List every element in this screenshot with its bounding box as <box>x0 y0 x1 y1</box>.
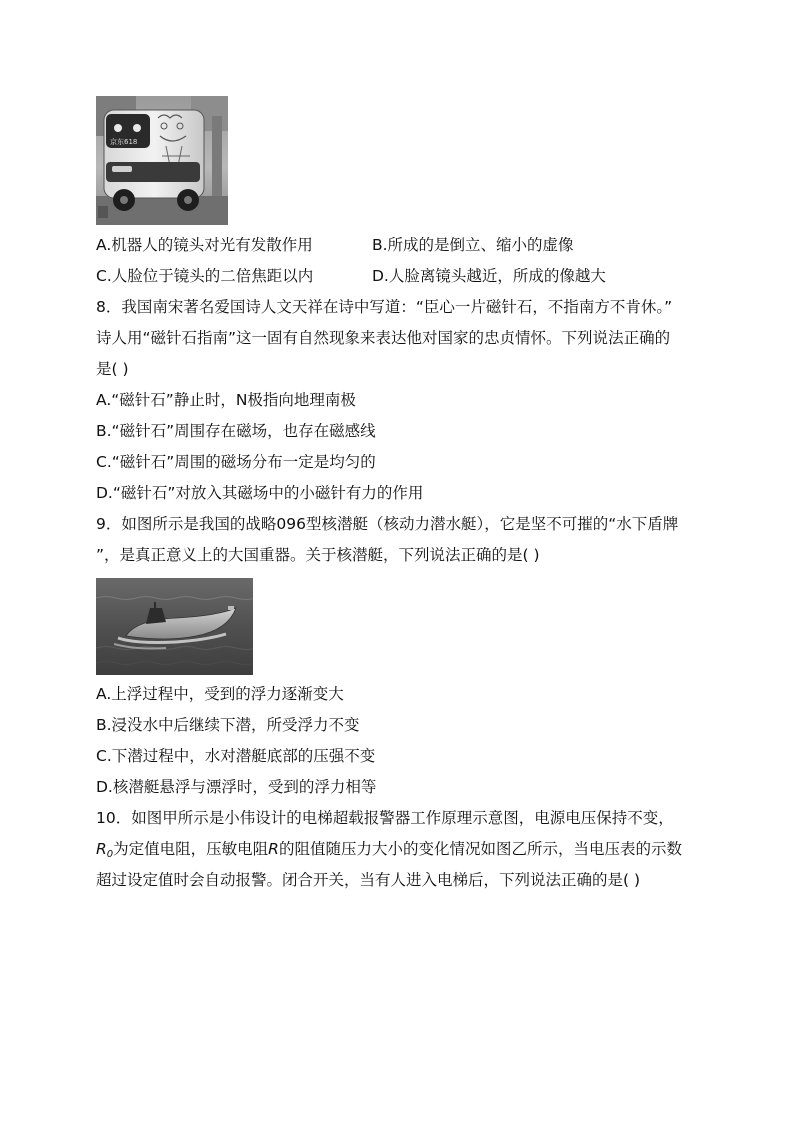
q10-r0-symbol: R <box>96 840 107 858</box>
submarine-illustration <box>96 578 253 675</box>
q10-stem-line-3: 超过设定值时会自动报警。闭合开关，当有人进入电梯后，下列说法正确的是( ) <box>96 871 641 889</box>
q8-option-c: C.“磁针石”周围的磁场分布一定是均匀的 <box>96 453 376 471</box>
q8-stem-line-3: 是( ) <box>96 360 129 378</box>
q9-option-d: D.核潜艇悬浮与漂浮时，受到的浮力相等 <box>96 778 377 796</box>
q8-option-d: D.“磁针石”对放入其磁场中的小磁针有力的作用 <box>96 484 424 502</box>
delivery-robot-illustration <box>96 96 228 225</box>
q9-option-c: C.下潜过程中，水对潜艇底部的压强不变 <box>96 747 376 765</box>
q10-r-symbol: R <box>268 840 279 858</box>
robot-label: 京东618 <box>110 138 138 146</box>
q8-option-b: B.“磁针石”周围存在磁场，也存在磁感线 <box>96 422 376 440</box>
q8-option-a: A.“磁针石”静止时，N极指向地理南极 <box>96 391 356 409</box>
q7-option-a: A.机器人的镜头对光有发散作用 <box>96 236 313 254</box>
q7-option-c: C.人脸位于镜头的二倍焦距以内 <box>96 267 314 285</box>
q7-option-d: D.人脸离镜头越近，所成的像越大 <box>372 267 606 285</box>
q9-stem-line-2: ”，是真正意义上的大国重器。关于核潜艇，下列说法正确的是( ) <box>96 546 540 564</box>
submarine-image <box>96 578 253 675</box>
q10-stem-line-1: 10．如图甲所示是小伟设计的电梯超载报警器工作原理示意图，电源电压保持不变， <box>96 809 674 827</box>
q8-stem-line-1: 8．我国南宋著名爱国诗人文天祥在诗中写道：“臣心一片磁针石，不指南方不肯休。” <box>96 298 673 316</box>
q10-stem-line-2 <box>96 839 682 865</box>
q7-option-b: B.所成的是倒立、缩小的虚像 <box>372 236 574 254</box>
q9-option-b: B.浸没水中后继续下潜，所受浮力不变 <box>96 716 360 734</box>
q10-r0-subscript: 0 <box>106 849 114 860</box>
q9-stem-line-1: 9．如图所示是我国的战略096型核潜艇（核动力潜水艇），它是坚不可摧的“水下盾牌 <box>96 515 679 533</box>
q10-line2-part-a: 为定值电阻，压敏电阻 <box>113 840 269 858</box>
q9-option-a: A.上浮过程中，受到的浮力逐渐变大 <box>96 685 344 703</box>
delivery-robot-image <box>96 96 228 225</box>
q10-line2-part-b: 的阻值随压力大小的变化情况如图乙所示，当电压表的示数 <box>278 840 682 858</box>
q8-stem-line-2: 诗人用“磁针石指南”这一固有自然现象来表达他对国家的忠贞情怀。下列说法正确的 <box>96 329 671 347</box>
